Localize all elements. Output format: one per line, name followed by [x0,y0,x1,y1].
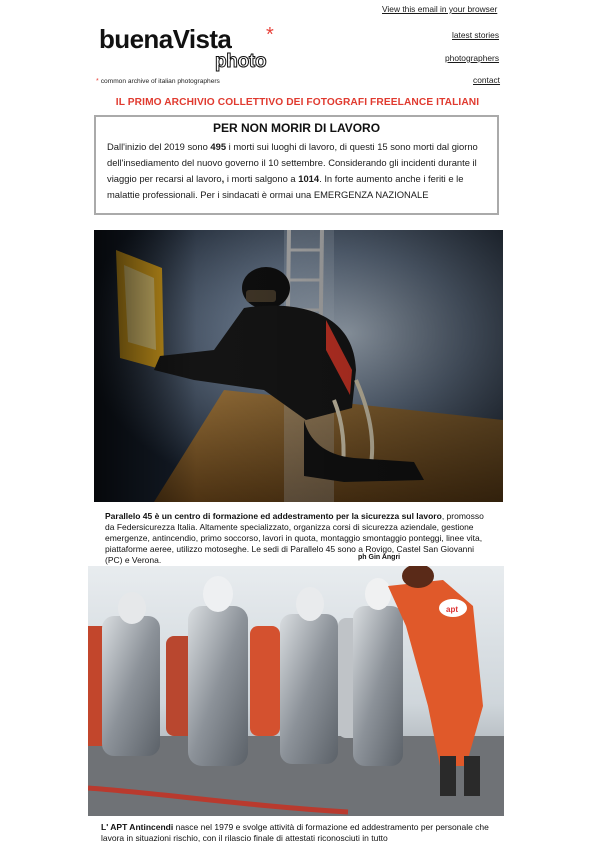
story-2-caption-lead: L' APT Antincendi [101,822,174,832]
notice-text: Dall'inizio del 2019 sono [107,141,211,152]
notice-number-total: 1014 [298,173,320,184]
view-in-browser-link[interactable]: View this email in your browser [382,4,498,14]
notice-comma: , [221,173,225,184]
photo-credit: ph Gin Angri [358,554,401,561]
logo-wordmark: buenaVista [99,24,232,54]
apt-suit-label: apt [446,605,458,614]
story-1-caption-lead: Parallelo 45 è un centro di formazione ed addestramento per la sicurezza sul lavoro [105,511,442,521]
story-1-caption-text: , promosso da Federsicurezza Italia. Altamente specializzato, organizza corsi di sicurezza aziendale, gestione emergenze, antincendio, primo soccorso, lavori in quota, montaggio smontaggio ponteggi, linee vita, piattaforme aeree, utilizzo motoseghe. Le sedi di Parallelo 45 sono a Rovigo, Castel San Giovanni (PC) e Verona. [105,511,484,565]
notice-text: i morti sui luoghi di lavoro, di questi 15 sono morti dal giorno dell'insediamento del nuovo governo il 10 settembre. Considerando gli incidenti durante il viaggio per recarsi al lavoro [107,141,478,184]
notice-body [107,139,492,203]
notice-title: PER NON MORIR DI LAVORO [212,121,381,135]
photo-worker-at-height [94,230,503,502]
notice-number-deaths: 495 [210,141,227,152]
story-photo-safety-training[interactable] [94,230,503,502]
nav-link-latest-stories[interactable]: latest stories [452,30,500,40]
notice-text: . In forte aumento anche i feriti e le malattie professionali. Per i sindacati è ormai una EMERGENZA NAZIONALE [107,173,464,200]
nav-link-photographers[interactable]: photographers [445,53,500,63]
notice-box [94,115,499,215]
tagline-text: common archive of italian photographers [100,78,220,85]
tagline-asterisk: * [96,78,99,85]
story-photo-fire-training[interactable] [88,566,504,816]
photo-firefighters-silver-suits [88,566,504,816]
nav-link-contact[interactable]: contact [473,75,501,85]
story-1-caption [105,511,493,566]
notice-text: i morti salgono a [224,173,299,184]
story-2-caption-text: nasce nel 1979 e svolge attività di formazione ed addestramento per personale che lavora in situazioni rischio, con il rilascio finale di attestati riconosciuti in tutto [101,822,489,843]
story-2-caption [101,822,493,844]
archive-headline: IL PRIMO ARCHIVIO COLLETTIVO DEI FOTOGRAFI FREELANCE ITALIANI [115,97,480,108]
tagline [96,78,220,85]
logo-subtitle: photo [215,51,267,72]
logo-asterisk: * [266,24,274,46]
